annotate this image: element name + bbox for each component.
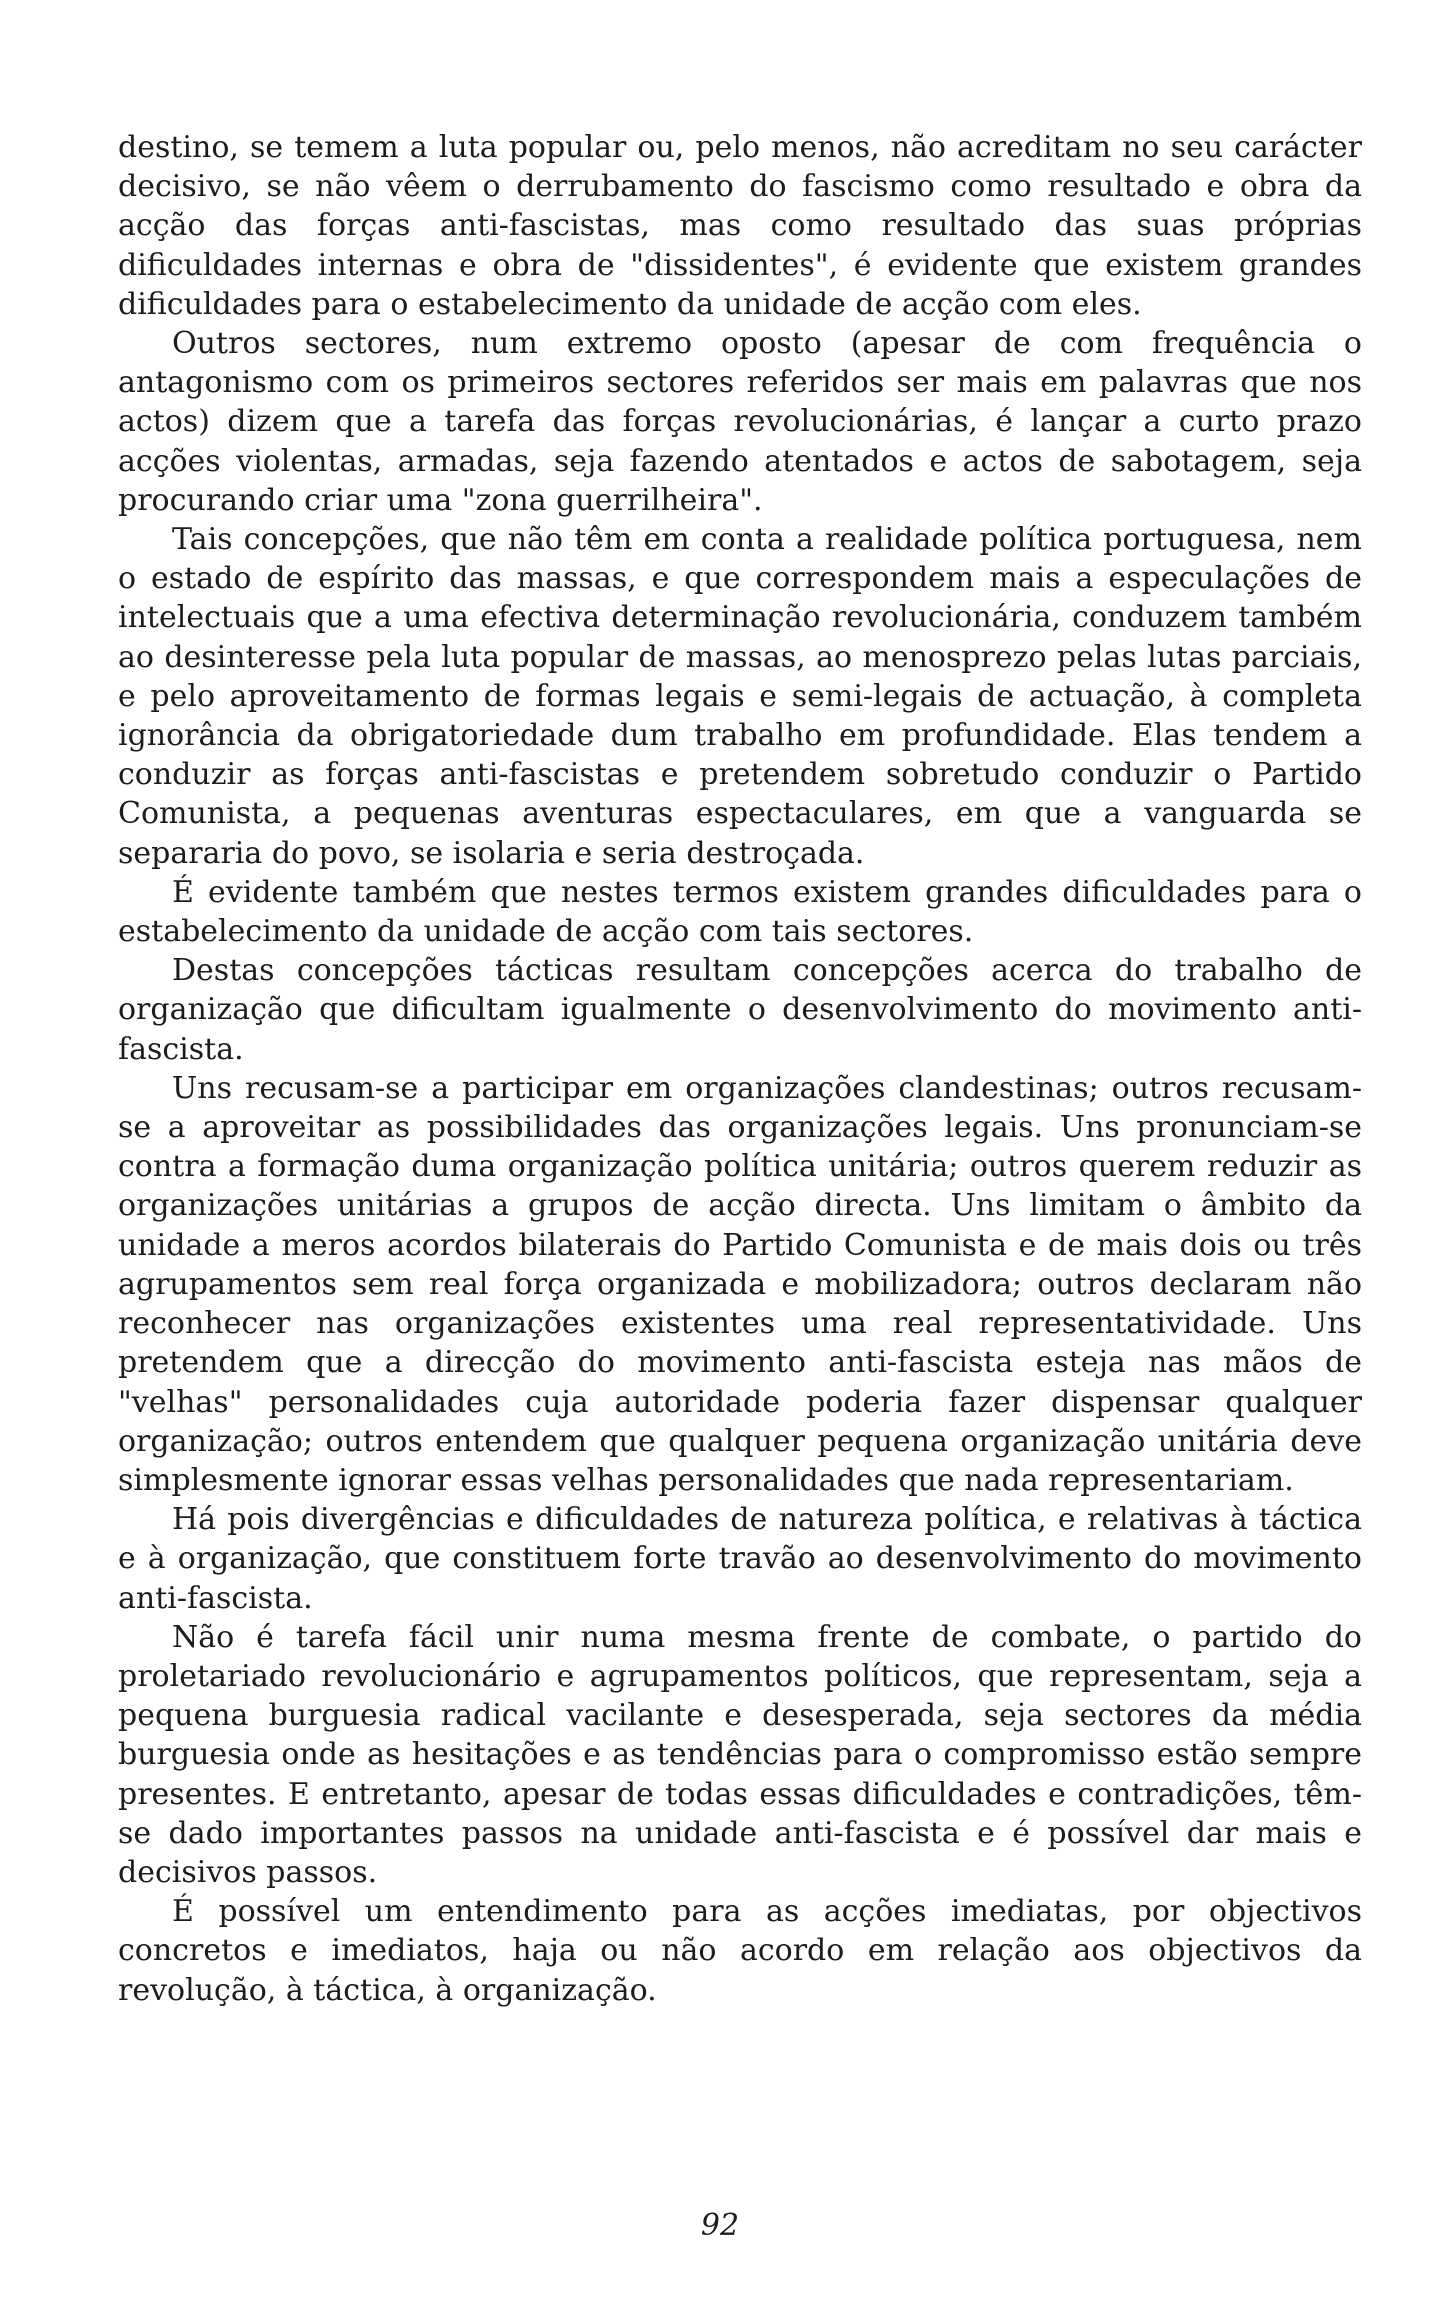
page-body [118, 128, 1362, 2010]
paragraph-outros-sectores: Outros sectores, num extremo oposto (apesar de com frequência o antagonismo com os primeiros sectores referidos ser mais em palavras que nos actos) dizem que a tarefa das forças revolucionárias, é lançar a curto prazo acções violentas, armadas, seja fazendo atentados e actos de sabotagem, seja procurando criar uma "zona guerrilheira". [118, 326, 1362, 518]
paragraph-uns-recusam: Uns recusam-se a participar em organizações clandestinas; outros recusam-se a aproveitar as possibilidades das organizações legais. Uns pronunciam-se contra a formação duma organização política unitária; outros querem reduzir as organizações unitárias a grupos de acção directa. Uns limitam o âmbito da unidade a meros acordos bilaterais do Partido Comunista e de mais dois ou três agrupamentos sem real força organizada e mobilizadora; outros declaram não reconhecer nas organizações existentes uma real representatividade. Uns pretendem que a direcção do movimento anti-fascista esteja nas mãos de "velhas" personalidades cuja autoridade poderia fazer dispensar qualquer organização; outros entendem que qualquer pequena organização unitária deve simplesmente ignorar essas velhas personalidades que nada representariam. [118, 1070, 1362, 1498]
paragraph-destas-concepcoes: Destas concepções tácticas resultam concepções acerca do trabalho de organização que dificultam igualmente o desenvolvimento do movimento anti-fascista. [118, 953, 1362, 1067]
paragraph-tais-concepcoes: Tais concepções, que não têm em conta a realidade política portuguesa, nem o estado de espírito das massas, e que correspondem mais a especulações de intelectuais que a uma efectiva determinação revolucionária, conduzem também ao desinteresse pela luta popular de massas, ao menosprezo pelas lutas parciais, e pelo aproveitamento de formas legais e semi-legais de actuação, à completa ignorância da obrigatoriedade dum trabalho em profundidade. Elas tendem a conduzir as forças anti-fascistas e pretendem sobretudo conduzir o Partido Comunista, a pequenas aventuras espectaculares, em que a vanguarda se separaria do povo, se isolaria e seria destroçada. [118, 522, 1362, 871]
paragraph-ha-pois: Há pois divergências e dificuldades de natureza política, e relativas à táctica e à organização, que constituem forte travão ao desenvolvimento do movimento anti-fascista. [118, 1502, 1362, 1616]
paragraph-nao-e-tarefa: Não é tarefa fácil unir numa mesma frente de combate, o partido do proletariado revolucionário e agrupamentos políticos, que representam, seja a pequena burguesia radical vacilante e desesperada, seja sectores da média burguesia onde as hesitações e as tendências para o compromisso estão sempre presentes. E entretanto, apesar de todas essas dificuldades e contradições, têm-se dado importantes passos na unidade anti-fascista e é possível dar mais e decisivos passos. [118, 1619, 1362, 1890]
paragraph-continuation: destino, se temem a luta popular ou, pelo menos, não acreditam no seu carácter decisivo, se não vêem o derrubamento do fascismo como resultado e obra da acção das forças anti-fascistas, mas como resultado das suas próprias dificuldades internas e obra de "dissidentes", é evidente que existem grandes dificuldades para o estabelecimento da unidade de acção com eles. [118, 130, 1362, 322]
paragraph-e-evidente: É evidente também que nestes termos existem grandes dificuldades para o estabelecimento da unidade de acção com tais sectores. [118, 874, 1362, 950]
page-number: 92 [700, 2208, 740, 2243]
paragraph-e-possivel: É possível um entendimento para as acções imediatas, por objectivos concretos e imediatos, haja ou não acordo em relação aos objectivos da revolução, à táctica, à organização. [118, 1894, 1362, 2008]
